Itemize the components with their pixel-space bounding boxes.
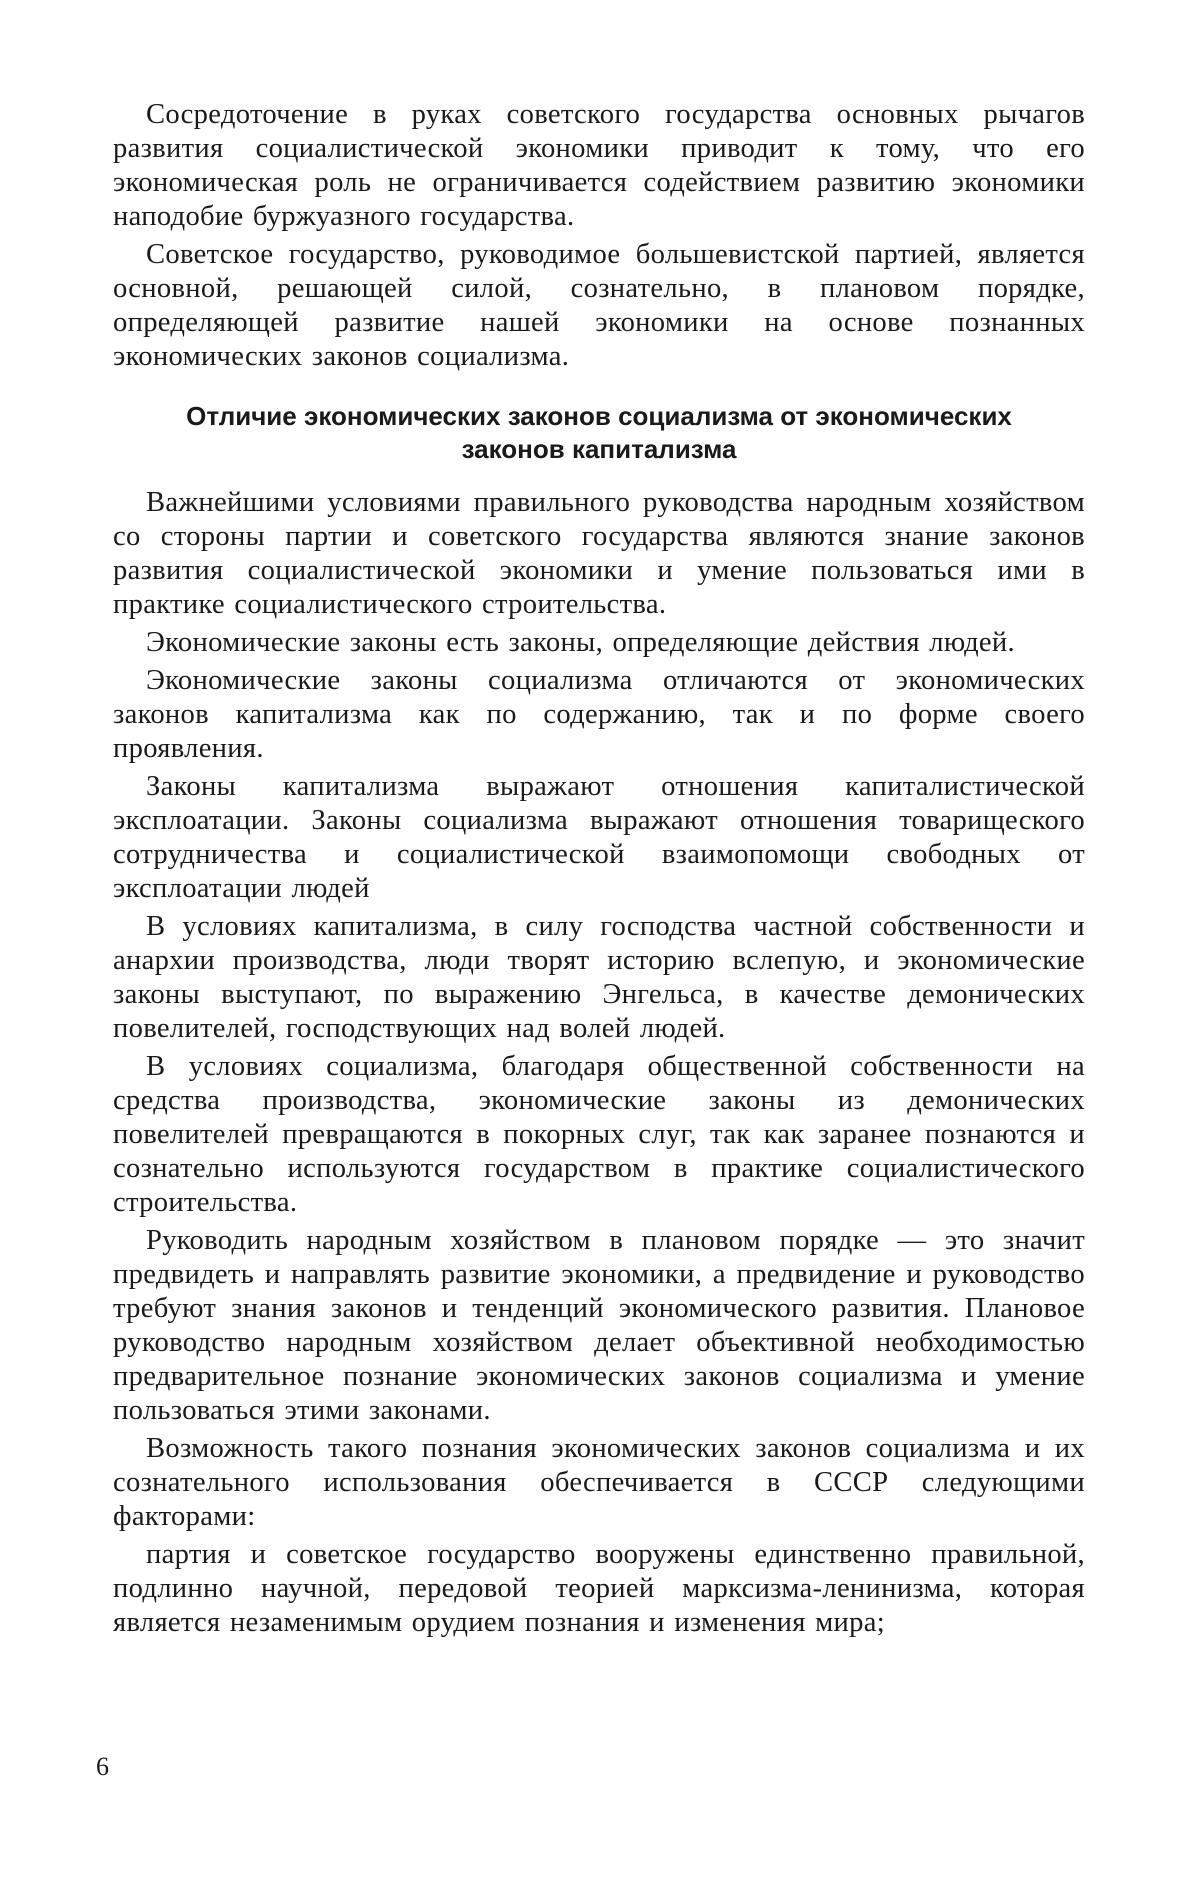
paragraph: Экономические законы есть законы, определяющие действия людей.	[146, 627, 1015, 658]
paragraph: В условиях капитализма, в силу господства частной собственности и анархии производства, люди творят историю вслепую, и экономические законы выступают, по выражению Энгельса, в качестве демонических повелителей, господствующих над волей людей.	[113, 911, 1085, 1044]
paragraph: Сосредоточение в руках советского государства основных рычагов развития социалистической экономики приводит к тому, что его экономическая роль не ограничивается содействием развитию экономики наподобие буржуазного государства.	[113, 99, 1085, 232]
page-body	[113, 98, 1085, 1640]
paragraph: Возможность такого познания экономических законов социализма и их сознательного использования обеспечивается в СССР следующими факторами:	[113, 1433, 1085, 1532]
paragraph: В условиях социализма, благодаря общественной собственности на средства производства, экономические законы из демонических повелителей превращаются в покорных слуг, так как заранее познаются и сознательно используются государством в практике социалистического строительства.	[113, 1051, 1085, 1218]
paragraph: Важнейшими условиями правильного руководства народным хозяйством со стороны партии и советского государства являются знание законов развития социалистической экономики и умение пользоваться ими в практике социалистического строительства.	[113, 487, 1085, 620]
paragraph: Законы капитализма выражают отношения капиталистической эксплоатации. Законы социализма выражают отношения товарищеского сотрудничества и социалистической взаимопомощи свободных от эксплоатации людей	[113, 771, 1085, 904]
paragraph: Руководить народным хозяйством в плановом порядке — это значит предвидеть и направлять развитие экономики, а предвидение и руководство требуют знания законов и тенденций экономического развития. Плановое руководство народным хозяйством делает объективной необходимостью предварительное познание экономических законов социализма и умение пользоваться этими законами.	[113, 1225, 1085, 1426]
paragraph: Советское государство, руководимое большевистской партией, является основной, решающей силой, сознательно, в плановом порядке, определяющей развитие нашей экономики на основе познанных экономических законов социализма.	[113, 239, 1085, 372]
page-number: 6	[96, 1752, 109, 1781]
paragraph: партия и советское государство вооружены единственно правильной, подлинно научной, передовой теорией марксизма-ленинизма, которая является незаменимым орудием познания и изменения мира;	[113, 1539, 1085, 1638]
section-heading: Отличие экономических законов социализма от экономических законов капитализма	[186, 401, 1012, 464]
paragraph: Экономические законы социализма отличаются от экономических законов капитализма как по содержанию, так и по форме своего проявления.	[113, 665, 1085, 764]
